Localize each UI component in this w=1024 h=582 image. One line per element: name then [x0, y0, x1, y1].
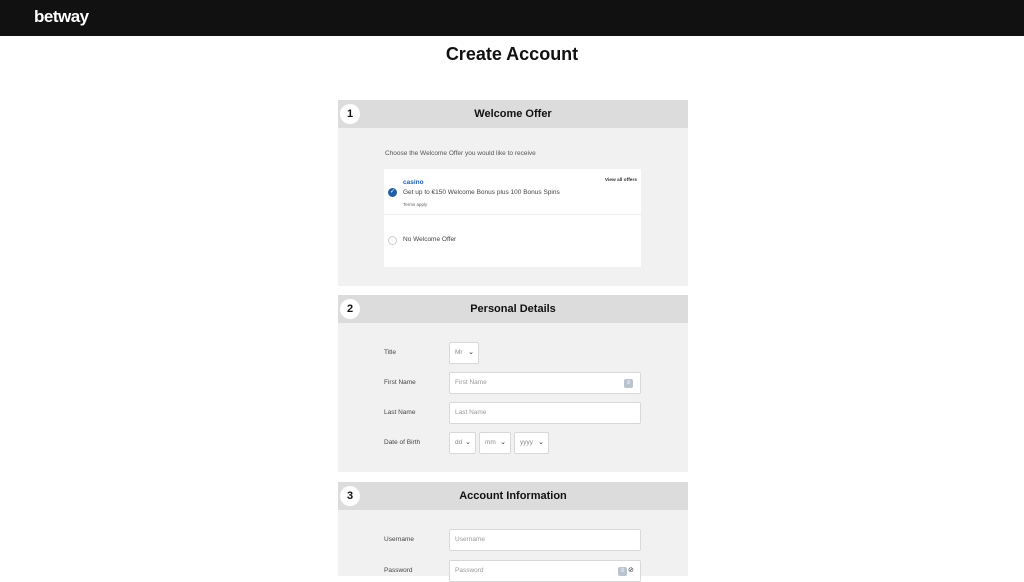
step-number: 1 — [340, 104, 360, 124]
dob-month-select[interactable] — [479, 432, 511, 454]
terms-link[interactable]: Terms apply — [403, 202, 428, 207]
section-title: Personal Details — [470, 303, 556, 315]
chevron-down-icon: ⌄ — [538, 439, 544, 446]
section-header — [338, 482, 688, 510]
first-name-label: First Name — [384, 379, 416, 386]
autofill-key-icon: ≡ — [618, 567, 627, 576]
section-header — [338, 100, 688, 128]
username-label: Username — [384, 536, 414, 543]
unchecked-radio-icon[interactable] — [388, 236, 397, 245]
checked-radio-icon[interactable]: ✓ — [389, 189, 396, 195]
chevron-down-icon: ⌄ — [465, 439, 471, 446]
dob-month-value: mm — [485, 439, 496, 446]
password-label: Password — [384, 567, 413, 574]
offer-intro-text: Choose the Welcome Offer you would like to receive — [385, 150, 536, 157]
top-bar — [0, 0, 1024, 36]
welcome-offer-section — [338, 100, 688, 286]
section-title: Welcome Offer — [474, 108, 552, 120]
casino-offer-option[interactable] — [384, 169, 641, 215]
section-header — [338, 295, 688, 323]
hide-password-icon[interactable]: ⊘ — [628, 567, 634, 574]
offer-category: casino — [403, 179, 424, 186]
last-name-label: Last Name — [384, 409, 416, 416]
title-select-value: Mr — [455, 349, 463, 356]
dob-day-value: dd — [455, 439, 463, 446]
offer-description: Get up to €150 Welcome Bonus plus 100 Bonus Spins — [403, 189, 560, 196]
autofill-card-icon: ≡ — [624, 379, 633, 388]
username-input[interactable]: Username — [449, 529, 641, 551]
dob-day-select[interactable] — [449, 432, 476, 454]
no-offer-label[interactable]: No Welcome Offer — [403, 236, 457, 243]
offer-card — [384, 169, 641, 267]
account-information-section — [338, 482, 688, 576]
personal-details-section — [338, 295, 688, 472]
dob-label: Date of Birth — [384, 439, 421, 446]
dob-year-select[interactable] — [514, 432, 549, 454]
password-input[interactable]: Password — [449, 560, 641, 582]
title-select[interactable] — [449, 342, 479, 364]
title-label: Title — [384, 349, 397, 356]
step-number: 2 — [340, 299, 360, 319]
page-title: Create Account — [445, 44, 579, 64]
betway-logo[interactable]: betway — [34, 7, 89, 26]
dob-year-value: yyyy — [520, 439, 533, 446]
last-name-input[interactable]: Last Name — [449, 402, 641, 424]
chevron-down-icon: ⌄ — [468, 349, 474, 356]
first-name-input[interactable]: First Name — [449, 372, 641, 394]
chevron-down-icon: ⌄ — [500, 439, 506, 446]
section-title: Account Information — [459, 490, 567, 502]
view-all-offers-link[interactable]: View all offers — [604, 178, 637, 183]
step-number: 3 — [340, 486, 360, 506]
